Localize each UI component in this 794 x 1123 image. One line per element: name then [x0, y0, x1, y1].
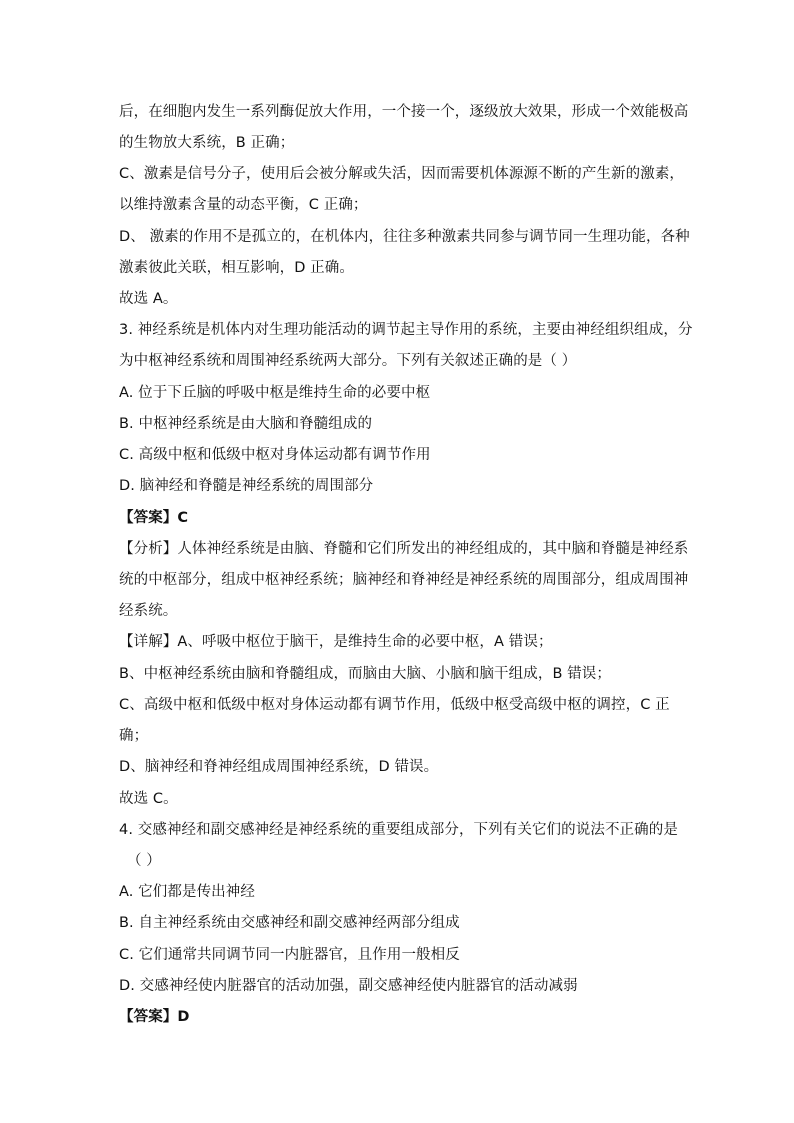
text-line: C、激素是信号分子，使用后会被分解或失活，因而需要机体源源不断的产生新的激素， [119, 166, 685, 182]
question-4-stem: （ ） [127, 853, 161, 869]
text-line: 激素彼此关联，相互影响，D 正确。 [119, 260, 354, 276]
question-3-analysis: 经系统。 [119, 603, 178, 619]
question-3-option-a: A. 位于下丘脑的呼吸中枢是维持生命的必要中枢 [119, 385, 431, 401]
question-3-stem: 3. 神经系统是机体内对生理功能活动的调节起主导作用的系统，主要由神经组织组成，分 [119, 322, 693, 338]
question-3-explanation: D、脑神经和脊神经组成周围神经系统，D 错误。 [119, 759, 439, 775]
question-3-explanation: B、中枢神经系统由脑和脊髓组成，而脑由大脑、小脑和脑干组成，B 错误； [119, 666, 612, 682]
question-3-explanation: C、高级中枢和低级中枢对身体运动都有调节作用，低级中枢受高级中枢的调控，C 正 [119, 697, 670, 713]
question-3-analysis: 【分析】人体神经系统是由脑、脊髓和它们所发出的神经组成的，其中脑和脊髓是神经系 [119, 541, 689, 557]
question-4-option-a: A. 它们都是传出神经 [119, 884, 255, 900]
question-3-option-b: B. 中枢神经系统是由大脑和脊髓组成的 [119, 416, 373, 432]
question-3-explanation: 【详解】A、呼吸中枢位于脑干，是维持生命的必要中枢，A 错误； [119, 634, 553, 650]
text-line: 故选 A。 [119, 291, 178, 307]
question-3-option-c: C. 高级中枢和低级中枢对身体运动都有调节作用 [119, 447, 431, 463]
question-3-stem: 为中枢神经系统和周围神经系统两大部分。下列有关叙述正确的是（ ） [119, 353, 577, 369]
question-3-analysis: 统的中枢部分，组成中枢神经系统；脑神经和脊神经是神经系统的周围部分，组成周围神 [119, 572, 689, 588]
text-line: 的生物放大系统，B 正确； [119, 135, 295, 151]
question-4-option-b: B. 自主神经系统由交感神经和副交感神经两部分组成 [119, 915, 460, 931]
question-3-choice: 故选 C。 [119, 791, 178, 807]
question-4-option-c: C. 它们通常共同调节同一内脏器官，且作用一般相反 [119, 947, 460, 963]
question-4-answer: 【答案】D [119, 1009, 190, 1025]
text-line: 以维持激素含量的动态平衡，C 正确； [119, 197, 368, 213]
question-3-answer: 【答案】C [119, 510, 189, 526]
text-line: 后，在细胞内发生一系列酶促放大作用，一个接一个，逐级放大效果，形成一个效能极高 [119, 104, 689, 120]
question-4-option-d: D. 交感神经使内脏器官的活动加强，副交感神经使内脏器官的活动减弱 [119, 978, 578, 994]
text-line: D、 激素的作用不是孤立的，在机体内，往往多种激素共同参与调节同一生理功能，各种 [119, 229, 690, 245]
question-3-option-d: D. 脑神经和脊髓是神经系统的周围部分 [119, 478, 374, 494]
question-3-explanation: 确； [119, 728, 149, 744]
question-4-stem: 4. 交感神经和副交感神经是神经系统的重要组成部分，下列有关它们的说法不正确的是 [119, 822, 678, 838]
